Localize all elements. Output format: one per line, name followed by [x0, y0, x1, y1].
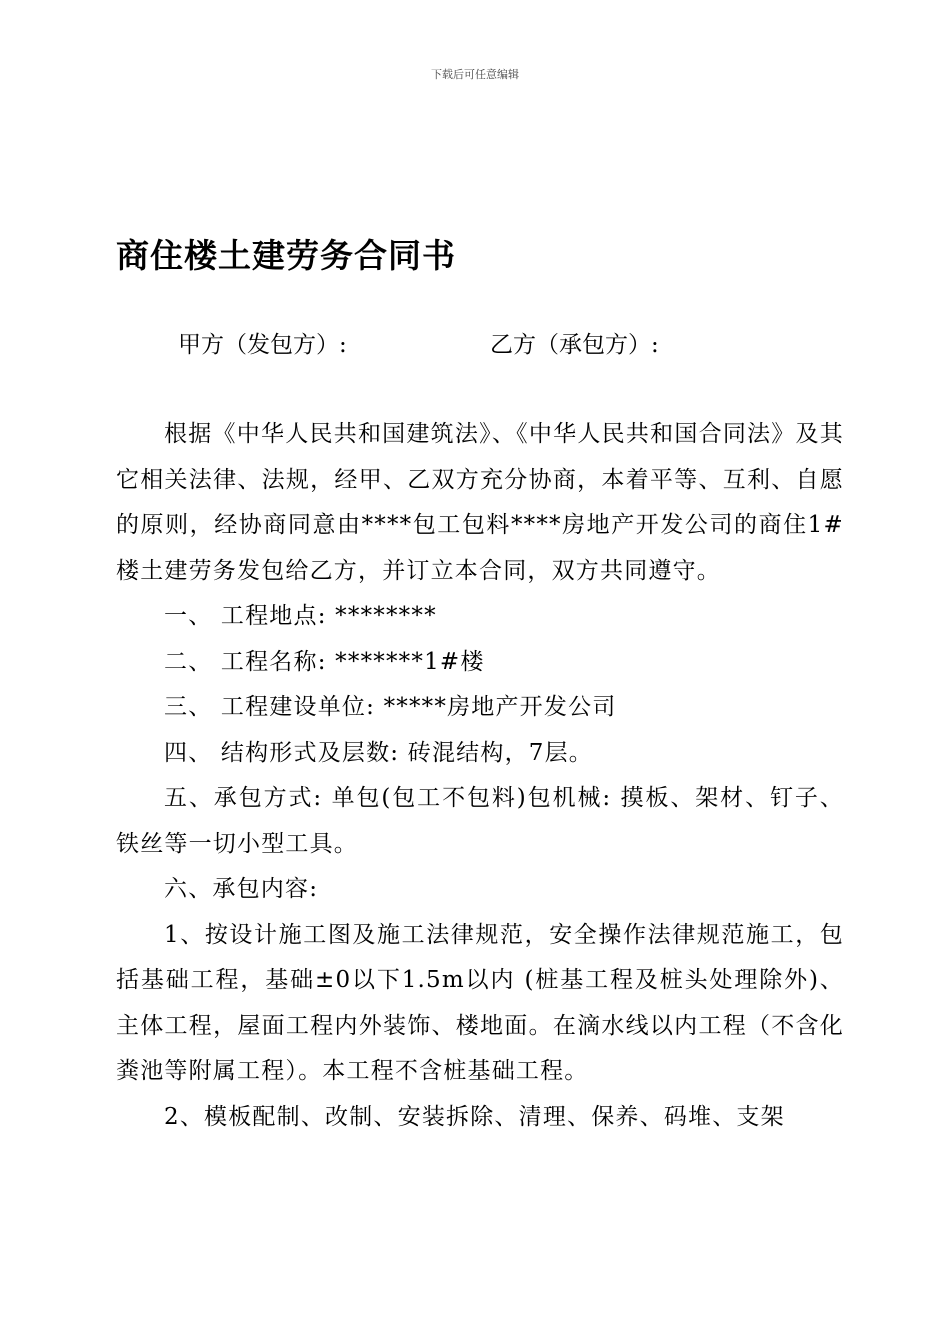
clause-contract-content: 六、承包内容: — [164, 876, 319, 902]
clause-structure-floors: 四、 结构形式及层数: 砖混结构，7层。 — [164, 739, 594, 766]
party-a-label: 甲方（发包方）: — [178, 332, 347, 358]
clause-project-name: 二、 工程名称: *******1#楼 — [164, 648, 485, 675]
contract-body — [116, 412, 844, 1140]
content-item-2: 2、模板配制、改制、安装拆除、清理、保养、码堆、支架 — [164, 1103, 785, 1130]
clause-contract-method: 五、承包方式: 单包(包工不包料)包机械: 摸板、架材、钉子、铁丝等一切小型工具。 — [116, 785, 844, 857]
parties-line — [0, 326, 950, 362]
content-item-1: 1、按设计施工图及施工法律规范，安全操作法律规范施工，包括基础工程，基础±0以下1.5m以内 (桩基工程及桩头处理除外)、主体工程，屋面工程内外装饰、楼地面。在滴水线以内工程（不含化粪池等附属工程）。本工程不含桩基础工程。 — [116, 921, 844, 1084]
party-b-label: 乙方（承包方）: — [490, 332, 659, 358]
header-note: 下载后可任意编辑 — [431, 68, 519, 81]
clause-construction-unit: 三、 工程建设单位: *****房地产开发公司 — [164, 694, 617, 720]
document-title: 商住楼土建劳务合同书 — [116, 236, 456, 275]
intro-paragraph: 根据《中华人民共和国建筑法》、《中华人民共和国合同法》及其它相关法律、法规，经甲、乙双方充分协商，本着平等、互利、自愿的原则，经协商同意由****包工包料****房地产开发公司的商住1#楼土建劳务发包给乙方，并订立本合同，双方共同遵守。 — [116, 421, 844, 584]
clause-project-location: 一、 工程地点: ******** — [164, 603, 437, 629]
